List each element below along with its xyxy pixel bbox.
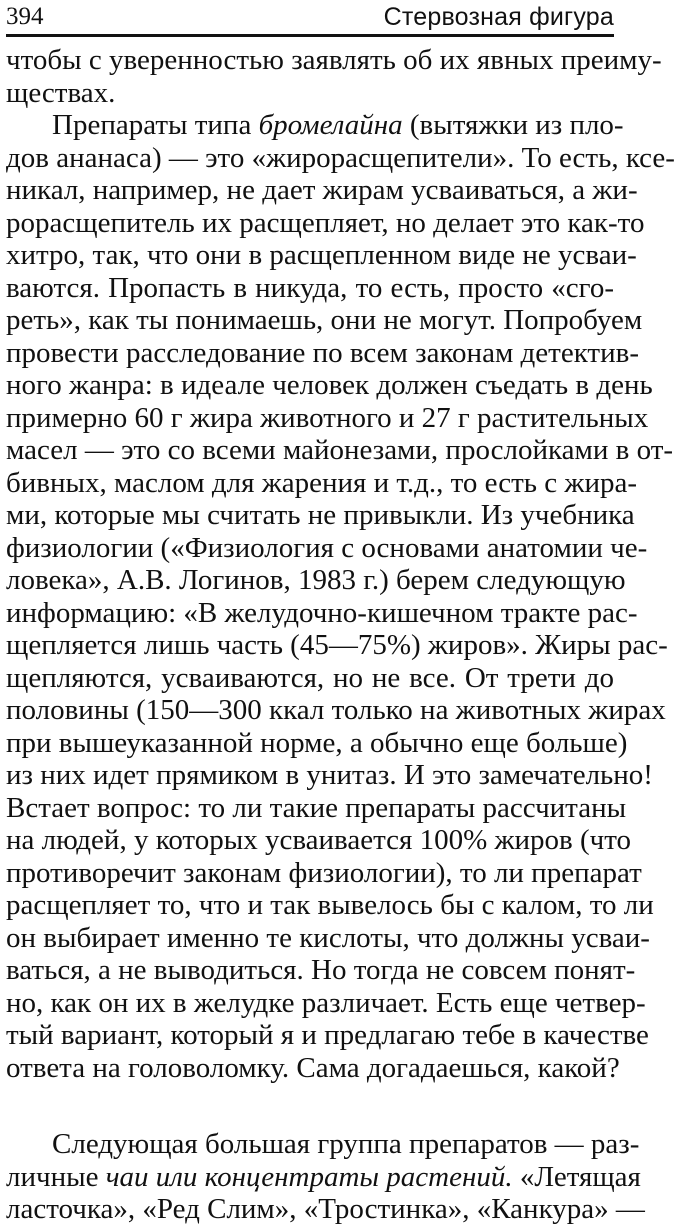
text-line: щепляется лишь часть (45—75%) жиров». Жиры рас- xyxy=(6,629,668,661)
text-line: масел — это со всеми майонезами, прослойками в от- xyxy=(6,434,674,466)
text-run: личные xyxy=(6,1160,106,1193)
text-run: «Летящая xyxy=(512,1160,641,1193)
book-page xyxy=(6,0,675,1225)
text-line: информацию: «В желудочно-кишечном тракте рас- xyxy=(6,596,638,629)
text-line: ществах. xyxy=(6,76,116,109)
italic-term: бромелайна xyxy=(258,109,403,141)
text-line: на людей, у которых усваивается 100% жиров (что xyxy=(6,824,632,856)
text-line xyxy=(6,109,624,142)
text-line: реть», как ты понимаешь, они не могут. Попробуем xyxy=(6,304,643,336)
text-line: хитро, так, что они в расщепленном виде не усваи- xyxy=(6,239,637,271)
text-line: чтобы с уверенностью заявлять об их явных преиму- xyxy=(6,44,662,76)
text-run: (вытяжки из пло- xyxy=(402,109,624,141)
text-line: физиологии («Физиология с основами анатомии че- xyxy=(6,531,648,564)
text-line: ловека», А.В. Логинов, 1983 г.) берем следующую xyxy=(6,564,626,596)
page-number: 394 xyxy=(6,3,44,30)
text-line: ваться, а не выводиться. Но тогда не совсем понят- xyxy=(6,954,636,986)
text-line: ваются. Пропасть в никуда, то есть, просто «сго- xyxy=(6,271,614,304)
text-run: Препараты типа xyxy=(52,109,259,141)
text-line: ласточка», «Ред Слим», «Тростинка», «Канкура» — xyxy=(6,1193,645,1225)
italic-term: чаи или концентраты растений. xyxy=(105,1160,513,1193)
text-line: но, как он их в желудке различает. Есть еще четвер- xyxy=(6,986,646,1019)
text-line: дов ананаса) — это «жирорасщепители». То есть, ксе- xyxy=(6,141,675,174)
text-line: ного жанра: в идеале человек должен съедать в день xyxy=(6,369,653,401)
text-line: ответа на головоломку. Сама догадаешься, какой? xyxy=(6,1051,620,1084)
running-title: Стервозная фигура xyxy=(383,3,614,31)
paragraph-gap xyxy=(6,1084,614,1128)
text-line: при вышеуказанной норме, а обычно еще больше) xyxy=(6,726,628,759)
text-line: расщепляет то, что и так вывелось бы с калом, то ли xyxy=(6,889,654,921)
text-line: никал, например, не дает жирам усваиваться, а жи- xyxy=(6,174,638,206)
text-line: противоречит законам физиологии), то ли препарат xyxy=(6,856,642,889)
text-line: рорасщепитель их расщепляет, но делает это как-то xyxy=(6,206,645,239)
text-line: щепляются, усваиваются, но не все. От трети до xyxy=(6,661,614,694)
text-line: бивных, маслом для жарения и т.д., то есть с жира- xyxy=(6,466,637,499)
text-line: из них идет прямиком в унитаз. И это замечательно! xyxy=(6,759,653,791)
page-header xyxy=(6,0,614,34)
text-line: Встает вопрос: то ли такие препараты рассчитаны xyxy=(6,791,627,824)
text-line: половины (150—300 ккал только на животных жирах xyxy=(6,694,666,726)
text-line: ми, которые мы считать не привыкли. Из учебника xyxy=(6,499,635,531)
text-line: примерно 60 г жира животного и 27 г растительных xyxy=(6,401,649,434)
text-line xyxy=(6,1160,641,1194)
header-rule xyxy=(6,34,614,37)
text-line: провести расследование по всем законам детектив- xyxy=(6,336,639,369)
text-line: тый вариант, который я и предлагаю тебе в качестве xyxy=(6,1019,649,1051)
text-line: Следующая большая группа препаратов — раз- xyxy=(52,1128,640,1160)
body-text xyxy=(6,44,675,1226)
text-line: он выбирает именно те кислоты, что должны усваи- xyxy=(6,921,650,954)
